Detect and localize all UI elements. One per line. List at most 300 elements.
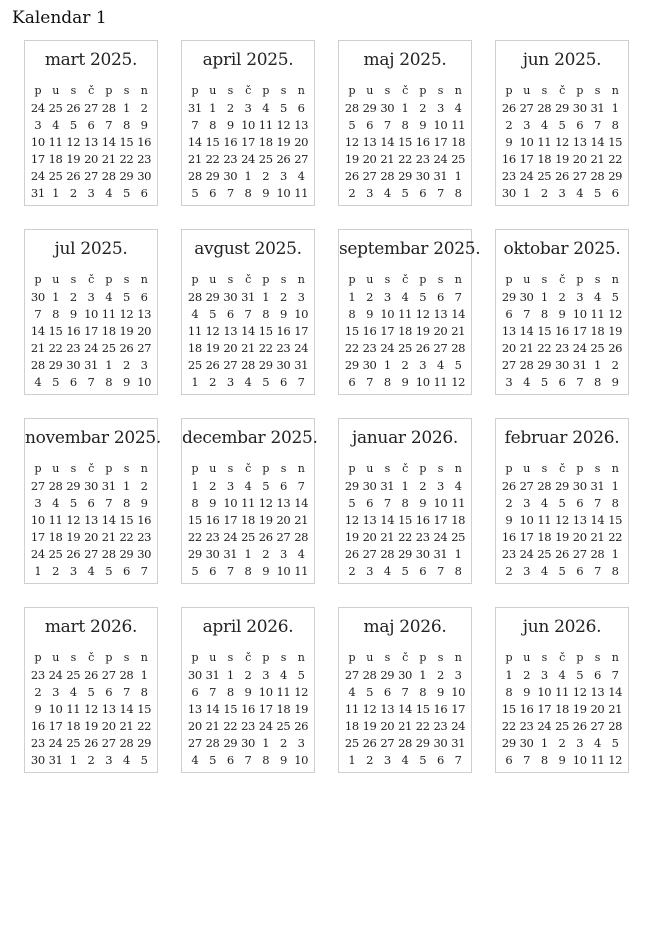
day-cell: 4	[383, 564, 391, 578]
month-card	[24, 607, 158, 773]
day-cell: 9	[558, 307, 566, 321]
day-cell: 13	[380, 702, 395, 716]
day-cell: 24	[572, 341, 587, 355]
day-cell: 7	[436, 186, 444, 200]
day-cell: 19	[555, 530, 569, 544]
day-cell: 22	[608, 530, 623, 544]
month-card	[181, 40, 315, 206]
weekday-label: č	[245, 84, 251, 97]
day-cell: 29	[344, 358, 359, 372]
day-cell: 27	[84, 547, 98, 561]
week-row	[186, 134, 310, 151]
day-cell: 25	[451, 152, 466, 166]
weekday-label: p	[505, 462, 513, 475]
day-cell: 17	[241, 135, 255, 149]
day-cell: 15	[223, 702, 238, 716]
day-cell: 23	[501, 547, 516, 561]
day-cell: 1	[191, 479, 199, 493]
weekday-label: s	[541, 462, 547, 475]
day-cell: 18	[555, 702, 569, 716]
week-row	[500, 684, 624, 701]
day-cell: 30	[84, 479, 98, 493]
day-cell: 8	[105, 375, 113, 389]
day-cell: 9	[419, 118, 427, 132]
day-cell: 23	[137, 530, 152, 544]
day-cell: 29	[223, 736, 238, 750]
day-cell: 12	[608, 753, 623, 767]
day-cell: 25	[344, 736, 359, 750]
day-cell: 7	[383, 496, 391, 510]
weekday-label: s	[123, 651, 130, 664]
day-cell: 26	[84, 668, 98, 682]
day-cell: 29	[380, 668, 395, 682]
day-cell: 20	[294, 135, 309, 149]
day-cell: 24	[258, 719, 273, 733]
day-cell: 9	[262, 186, 270, 200]
weekday-header-row	[343, 271, 467, 288]
weekday-label: p	[419, 651, 427, 664]
day-cell: 3	[576, 290, 584, 304]
months-grid	[24, 40, 630, 773]
week-row	[186, 546, 310, 563]
day-cell: 19	[66, 530, 81, 544]
day-cell: 31	[451, 736, 466, 750]
week-row	[29, 306, 153, 323]
weekday-label: s	[70, 84, 76, 97]
week-row	[500, 718, 624, 735]
day-cell: 25	[101, 341, 116, 355]
day-cell: 21	[101, 152, 116, 166]
day-cell: 13	[590, 685, 605, 699]
weekday-label: s	[280, 84, 287, 97]
month-days-table	[182, 649, 314, 769]
day-cell: 10	[415, 375, 430, 389]
day-cell: 7	[34, 307, 42, 321]
day-cell: 15	[398, 135, 412, 149]
weekday-label: p	[191, 651, 199, 664]
day-cell: 11	[48, 513, 63, 527]
day-cell: 5	[191, 564, 199, 578]
day-cell: 28	[537, 479, 552, 493]
day-cell: 1	[593, 358, 601, 372]
day-cell: 20	[433, 324, 448, 338]
day-cell: 1	[419, 668, 427, 682]
month-card	[338, 40, 472, 206]
weekday-label: u	[52, 462, 59, 475]
day-cell: 18	[101, 324, 116, 338]
day-cell: 25	[66, 668, 81, 682]
day-cell: 11	[66, 702, 81, 716]
day-cell: 30	[398, 668, 412, 682]
day-cell: 7	[87, 375, 95, 389]
day-cell: 9	[122, 375, 130, 389]
day-cell: 3	[69, 564, 77, 578]
day-cell: 5	[593, 186, 601, 200]
day-cell: 7	[209, 685, 217, 699]
day-cell: 25	[187, 358, 202, 372]
day-cell: 19	[276, 135, 291, 149]
day-cell: 4	[244, 375, 252, 389]
day-cell: 3	[436, 101, 444, 115]
day-cell: 12	[608, 307, 623, 321]
weekday-label: p	[348, 462, 356, 475]
day-cell: 15	[501, 702, 516, 716]
day-cell: 20	[276, 513, 291, 527]
day-cell: 3	[523, 496, 531, 510]
day-cell: 28	[187, 169, 202, 183]
day-cell: 29	[48, 358, 63, 372]
weekday-label: u	[523, 84, 530, 97]
day-cell: 5	[540, 375, 548, 389]
day-cell: 29	[362, 101, 377, 115]
week-row	[343, 185, 467, 202]
day-cell: 5	[558, 496, 566, 510]
week-row	[343, 151, 467, 168]
day-cell: 18	[451, 135, 466, 149]
day-cell: 19	[205, 341, 220, 355]
day-cell: 29	[258, 358, 273, 372]
weekday-label: s	[384, 84, 390, 97]
day-cell: 30	[362, 479, 377, 493]
day-cell: 1	[244, 169, 252, 183]
weekday-label: p	[105, 84, 113, 97]
day-cell: 4	[523, 375, 531, 389]
day-cell: 19	[119, 324, 134, 338]
day-cell: 16	[362, 324, 377, 338]
day-cell: 28	[362, 668, 377, 682]
weekday-label: n	[611, 462, 619, 475]
day-cell: 7	[226, 186, 234, 200]
day-cell: 6	[348, 375, 356, 389]
day-cell: 4	[593, 736, 601, 750]
weekday-label: p	[348, 651, 356, 664]
day-cell: 24	[537, 719, 552, 733]
day-cell: 6	[366, 118, 374, 132]
day-cell: 3	[297, 290, 305, 304]
day-cell: 10	[572, 753, 587, 767]
day-cell: 3	[366, 186, 374, 200]
day-cell: 31	[84, 358, 98, 372]
day-cell: 8	[383, 375, 391, 389]
day-cell: 1	[262, 736, 270, 750]
week-row	[186, 117, 310, 134]
day-cell: 4	[52, 496, 60, 510]
day-cell: 3	[140, 358, 148, 372]
day-cell: 6	[593, 668, 601, 682]
day-cell: 29	[66, 479, 81, 493]
day-cell: 24	[241, 152, 255, 166]
day-cell: 9	[279, 307, 287, 321]
day-cell: 12	[66, 513, 81, 527]
day-cell: 17	[519, 152, 534, 166]
week-row	[500, 495, 624, 512]
day-cell: 29	[415, 736, 430, 750]
day-cell: 30	[555, 358, 569, 372]
weekday-label: u	[366, 84, 373, 97]
month-title: april 2026.	[202, 617, 294, 637]
day-cell: 2	[209, 375, 217, 389]
day-cell: 26	[276, 152, 291, 166]
day-cell: 27	[30, 479, 45, 493]
day-cell: 13	[84, 135, 98, 149]
day-cell: 31	[433, 169, 448, 183]
week-row	[500, 701, 624, 718]
day-cell: 9	[262, 564, 270, 578]
week-row	[500, 357, 624, 374]
weekday-header-row	[186, 271, 310, 288]
day-cell: 13	[572, 135, 587, 149]
day-cell: 24	[48, 668, 63, 682]
day-cell: 10	[572, 307, 587, 321]
day-cell: 2	[279, 290, 287, 304]
day-cell: 4	[297, 547, 305, 561]
day-cell: 3	[576, 736, 584, 750]
day-cell: 28	[294, 530, 309, 544]
day-cell: 28	[241, 358, 255, 372]
month-title: mart 2026.	[44, 617, 138, 637]
day-cell: 10	[433, 496, 448, 510]
day-cell: 23	[241, 719, 255, 733]
day-cell: 30	[501, 186, 516, 200]
day-cell: 15	[205, 135, 220, 149]
day-cell: 6	[209, 186, 217, 200]
day-cell: 27	[137, 341, 152, 355]
weekday-label: s	[541, 273, 547, 286]
day-cell: 30	[137, 169, 152, 183]
weekday-label: n	[140, 273, 148, 286]
day-cell: 25	[537, 547, 552, 561]
day-cell: 7	[297, 479, 305, 493]
week-row	[500, 546, 624, 563]
month-title: maj 2025.	[363, 50, 447, 70]
day-cell: 18	[66, 719, 81, 733]
weekday-label: u	[523, 273, 530, 286]
weekday-label: s	[70, 273, 76, 286]
day-cell: 1	[34, 564, 42, 578]
day-cell: 7	[105, 496, 113, 510]
week-row	[343, 100, 467, 117]
day-cell: 9	[505, 513, 513, 527]
day-cell: 27	[519, 101, 534, 115]
week-row	[29, 684, 153, 701]
week-row	[343, 684, 467, 701]
day-cell: 16	[205, 513, 220, 527]
day-cell: 2	[436, 668, 444, 682]
day-cell: 11	[590, 753, 605, 767]
day-cell: 11	[451, 118, 466, 132]
day-cell: 5	[558, 118, 566, 132]
day-cell: 2	[279, 736, 287, 750]
day-cell: 7	[401, 685, 409, 699]
day-cell: 6	[87, 496, 95, 510]
day-cell: 19	[344, 152, 359, 166]
day-cell: 10	[380, 307, 395, 321]
day-cell: 29	[555, 479, 569, 493]
day-cell: 1	[244, 547, 252, 561]
month-title: mart 2025.	[44, 50, 138, 70]
day-cell: 24	[30, 101, 45, 115]
day-cell: 8	[191, 496, 199, 510]
day-cell: 25	[241, 530, 255, 544]
weekday-label: p	[34, 84, 42, 97]
day-cell: 28	[398, 736, 412, 750]
day-cell: 8	[454, 564, 462, 578]
month-days-table	[496, 82, 628, 202]
month-title: januar 2026.	[351, 428, 459, 448]
day-cell: 28	[101, 169, 116, 183]
day-cell: 14	[101, 135, 116, 149]
day-cell: 5	[558, 564, 566, 578]
weekday-label: č	[402, 462, 408, 475]
weekday-label: p	[576, 462, 584, 475]
weekday-label: n	[297, 84, 305, 97]
day-cell: 9	[140, 118, 148, 132]
week-row	[500, 117, 624, 134]
day-cell: 16	[519, 702, 534, 716]
weekday-label: s	[541, 84, 547, 97]
week-row	[29, 100, 153, 117]
day-cell: 29	[119, 547, 134, 561]
day-cell: 19	[66, 152, 81, 166]
day-cell: 18	[258, 135, 273, 149]
weekday-label: n	[140, 462, 148, 475]
day-cell: 31	[380, 479, 395, 493]
month-days-table	[496, 460, 628, 580]
day-cell: 7	[105, 118, 113, 132]
day-cell: 6	[436, 290, 444, 304]
day-cell: 18	[48, 152, 63, 166]
day-cell: 3	[244, 101, 252, 115]
week-row	[500, 289, 624, 306]
weekday-label: p	[576, 651, 584, 664]
week-row	[29, 357, 153, 374]
day-cell: 3	[383, 753, 391, 767]
week-row	[343, 718, 467, 735]
day-cell: 23	[223, 152, 238, 166]
page-title: Kalendar 1	[12, 8, 107, 28]
day-cell: 8	[244, 564, 252, 578]
day-cell: 22	[119, 530, 134, 544]
month-title: april 2025.	[202, 50, 294, 70]
day-cell: 16	[223, 135, 238, 149]
day-cell: 8	[122, 496, 130, 510]
day-cell: 30	[223, 169, 238, 183]
day-cell: 7	[436, 564, 444, 578]
day-cell: 21	[398, 719, 412, 733]
day-cell: 30	[205, 547, 220, 561]
day-cell: 4	[540, 118, 548, 132]
day-cell: 3	[523, 118, 531, 132]
day-cell: 6	[576, 118, 584, 132]
day-cell: 1	[383, 358, 391, 372]
weekday-label: p	[576, 84, 584, 97]
day-cell: 3	[419, 358, 427, 372]
day-cell: 24	[48, 736, 63, 750]
day-cell: 29	[187, 547, 202, 561]
day-cell: 8	[593, 375, 601, 389]
day-cell: 2	[505, 118, 513, 132]
day-cell: 24	[380, 341, 395, 355]
day-cell: 4	[122, 753, 130, 767]
day-cell: 25	[451, 530, 466, 544]
month-days-table	[339, 649, 471, 769]
day-cell: 5	[348, 118, 356, 132]
day-cell: 24	[433, 530, 448, 544]
day-cell: 4	[69, 685, 77, 699]
week-row	[29, 340, 153, 357]
day-cell: 3	[262, 668, 270, 682]
weekday-label: s	[437, 462, 444, 475]
week-row	[29, 134, 153, 151]
day-cell: 2	[140, 101, 148, 115]
weekday-label: s	[123, 462, 130, 475]
day-cell: 24	[294, 341, 309, 355]
day-cell: 31	[294, 358, 309, 372]
day-cell: 5	[279, 101, 287, 115]
day-cell: 26	[205, 358, 220, 372]
day-cell: 1	[454, 169, 462, 183]
day-cell: 30	[415, 169, 430, 183]
day-cell: 16	[501, 530, 516, 544]
week-row	[500, 563, 624, 580]
day-cell: 3	[436, 479, 444, 493]
day-cell: 17	[48, 719, 63, 733]
day-cell: 3	[297, 736, 305, 750]
week-row	[343, 667, 467, 684]
day-cell: 8	[244, 186, 252, 200]
day-cell: 21	[30, 341, 45, 355]
day-cell: 29	[537, 358, 552, 372]
day-cell: 27	[501, 358, 516, 372]
weekday-label: č	[559, 273, 565, 286]
weekday-label: s	[227, 84, 233, 97]
day-cell: 27	[433, 341, 448, 355]
day-cell: 26	[66, 547, 81, 561]
day-cell: 12	[84, 702, 98, 716]
day-cell: 20	[572, 152, 587, 166]
day-cell: 31	[187, 101, 202, 115]
day-cell: 25	[48, 169, 63, 183]
day-cell: 14	[451, 307, 466, 321]
day-cell: 14	[519, 324, 534, 338]
day-cell: 5	[69, 118, 77, 132]
day-cell: 18	[48, 530, 63, 544]
day-cell: 21	[119, 719, 134, 733]
day-cell: 30	[362, 358, 377, 372]
week-row	[29, 701, 153, 718]
day-cell: 7	[576, 375, 584, 389]
month-days-table	[25, 649, 157, 769]
weekday-label: p	[348, 84, 356, 97]
day-cell: 25	[590, 341, 605, 355]
weekday-label: č	[559, 462, 565, 475]
day-cell: 3	[52, 685, 60, 699]
day-cell: 22	[205, 152, 220, 166]
month-title: februar 2026.	[504, 428, 620, 448]
day-cell: 5	[611, 290, 619, 304]
day-cell: 22	[415, 719, 430, 733]
weekday-label: p	[191, 273, 199, 286]
week-row	[343, 323, 467, 340]
day-cell: 5	[297, 668, 305, 682]
day-cell: 12	[415, 307, 430, 321]
day-cell: 4	[454, 479, 462, 493]
day-cell: 22	[608, 152, 623, 166]
day-cell: 17	[519, 530, 534, 544]
day-cell: 17	[30, 530, 45, 544]
weekday-label: n	[454, 651, 462, 664]
week-row	[343, 357, 467, 374]
